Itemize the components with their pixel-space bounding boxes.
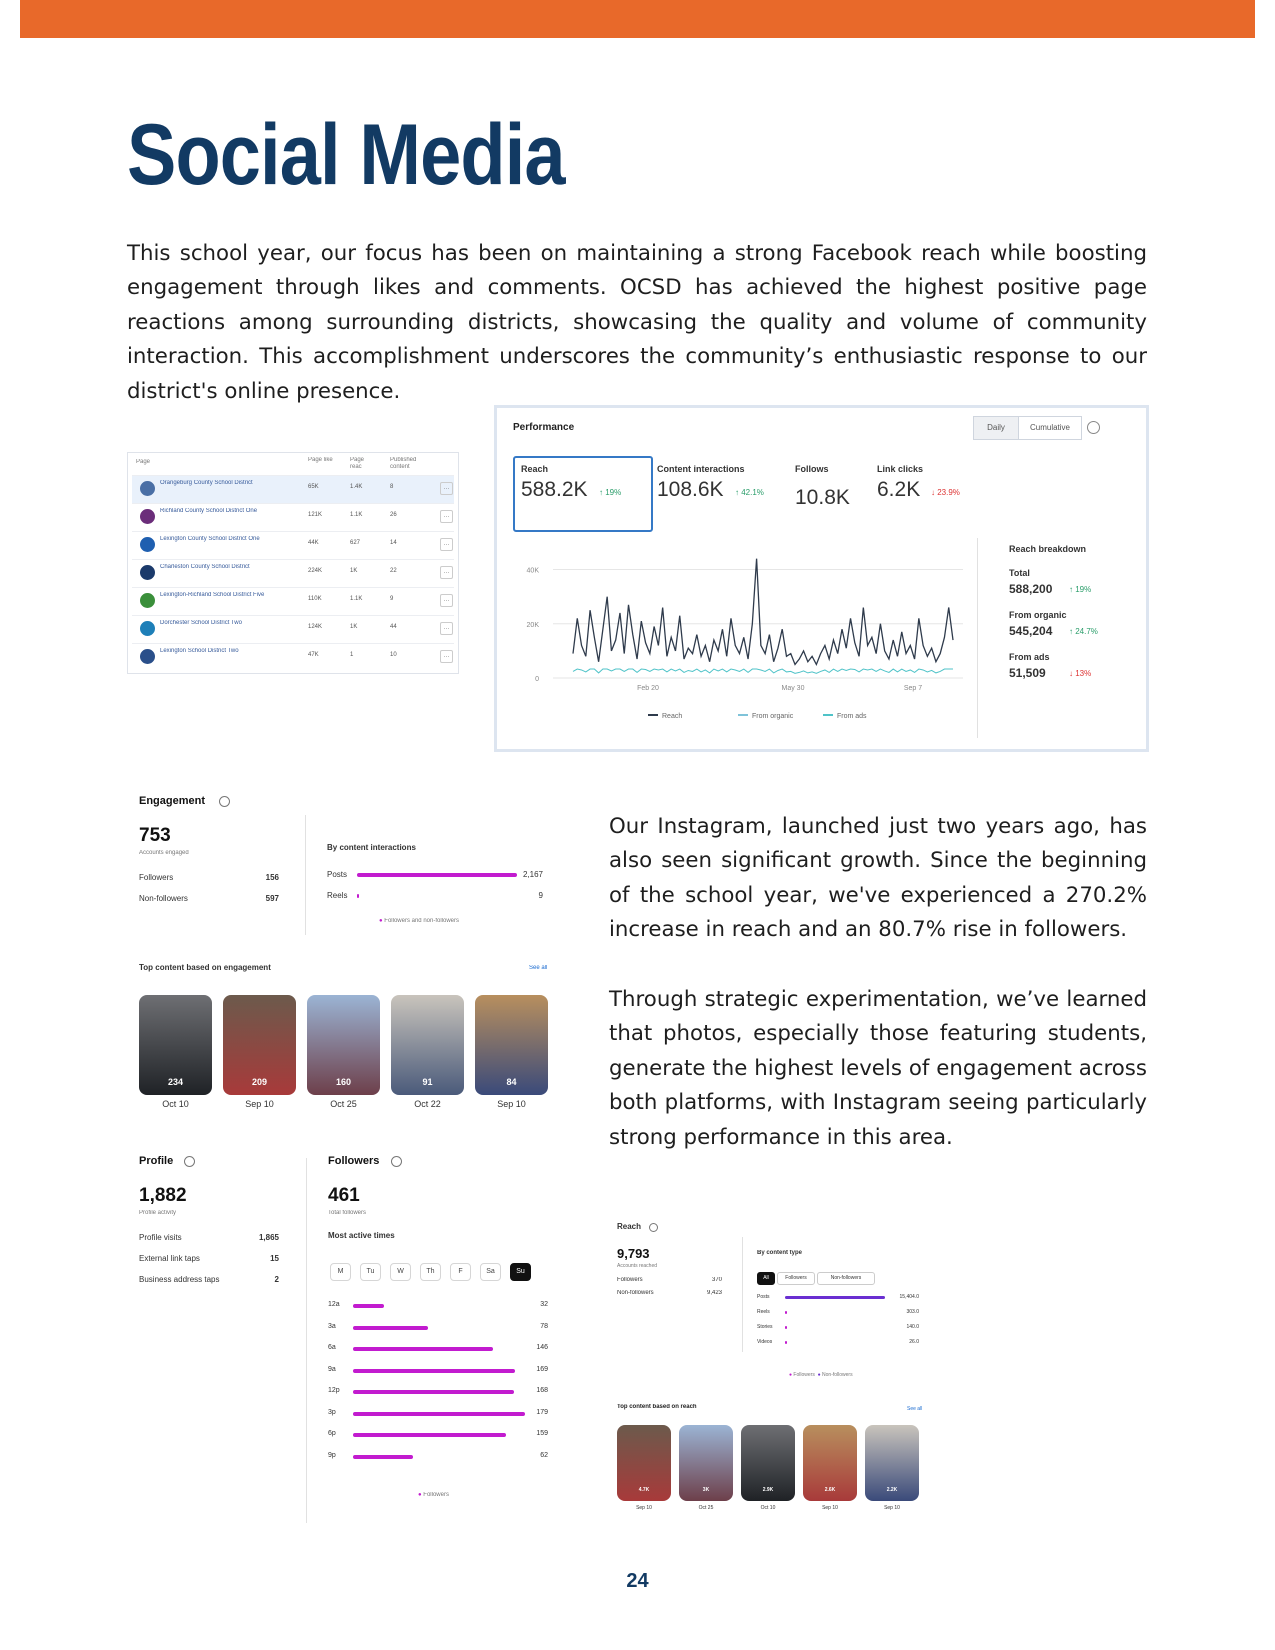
- profile-row-label: External link taps: [139, 1254, 200, 1263]
- post-date: Sep 10: [497, 1099, 526, 1109]
- page-reactions: 627: [350, 540, 361, 546]
- post-count: 234: [167, 1077, 184, 1087]
- page-name[interactable]: Dorchester School District Two: [160, 620, 242, 626]
- page-comparison-table: [127, 452, 459, 674]
- page-reactions: 1: [350, 652, 354, 658]
- post-count: 84: [506, 1077, 517, 1087]
- metric-delta: ↑ 42.1%: [735, 488, 764, 497]
- profile-row-label: Business address taps: [139, 1275, 220, 1284]
- post-date: Oct 10: [162, 1099, 189, 1109]
- page-logo-icon: [140, 509, 155, 524]
- post-thumbnail[interactable]: [307, 995, 380, 1095]
- profile-value: 1,882: [139, 1185, 187, 1206]
- profile-row-value: 1,865: [258, 1233, 279, 1242]
- reach-nonfollowers-label: Non-followers: [617, 1290, 654, 1296]
- legend-label: From ads: [837, 713, 867, 720]
- x-tick-label: Feb 20: [637, 685, 659, 692]
- content-type-label: Stories: [757, 1324, 773, 1330]
- post-date: Oct 10: [760, 1505, 776, 1511]
- page-logo-icon: [140, 593, 155, 608]
- followers-value: 461: [328, 1185, 360, 1206]
- post-count: 3K: [702, 1487, 710, 1493]
- reach-see-all-link[interactable]: See all: [907, 1406, 923, 1412]
- more-options-icon[interactable]: …: [440, 650, 453, 663]
- reach-breakdown-title: Reach breakdown: [1009, 544, 1087, 554]
- reach-line-chart: [513, 548, 973, 748]
- post-count: 209: [251, 1077, 268, 1087]
- table-row[interactable]: [132, 587, 454, 615]
- profile-row-value: 2: [274, 1275, 279, 1284]
- post-count: 91: [422, 1077, 433, 1087]
- time-label: 6p: [328, 1430, 336, 1437]
- more-options-icon[interactable]: …: [440, 510, 453, 523]
- page-name[interactable]: Lexington-Richland School District Five: [160, 592, 265, 598]
- post-thumbnail[interactable]: [475, 995, 548, 1095]
- page-logo-icon: [140, 565, 155, 580]
- page-likes: 65K: [308, 484, 319, 490]
- engagement-legend: ● Followers and non-followers: [379, 918, 459, 924]
- reach-value: 9,793: [617, 1246, 650, 1261]
- most-active-title: Most active times: [328, 1231, 395, 1240]
- day-filter-w[interactable]: W: [390, 1263, 411, 1281]
- filter-non-followers[interactable]: Non-followers: [817, 1272, 875, 1285]
- profile-title: Profile: [139, 1155, 174, 1167]
- more-options-icon[interactable]: …: [440, 566, 453, 579]
- content-type-value: 15,404.0: [899, 1294, 919, 1300]
- table-row[interactable]: [132, 503, 454, 531]
- from-ads-series-line: [573, 669, 953, 673]
- time-label: 9a: [328, 1365, 336, 1373]
- page-likes: 110K: [308, 596, 322, 602]
- info-icon[interactable]: [649, 1223, 658, 1232]
- table-row[interactable]: [132, 643, 454, 671]
- page-logo-icon: [140, 481, 155, 496]
- filter-followers[interactable]: Followers: [777, 1272, 815, 1285]
- published-content: 26: [390, 512, 397, 518]
- active-time-bar: [353, 1369, 515, 1373]
- reach-followers-label: Followers: [617, 1277, 643, 1283]
- day-filter-su[interactable]: Su: [510, 1263, 531, 1281]
- y-tick-label: 40K: [526, 567, 539, 575]
- performance-title: Performance: [513, 422, 575, 433]
- published-content: 44: [390, 624, 397, 630]
- reach-top-content-title: Top content based on reach: [617, 1404, 697, 1410]
- info-icon[interactable]: [184, 1156, 195, 1167]
- info-icon[interactable]: [1087, 421, 1100, 434]
- interaction-bar: [357, 873, 517, 877]
- breakdown-value: 588,200: [1009, 582, 1053, 596]
- active-time-value: 62: [540, 1451, 548, 1459]
- content-type-label: Reels: [757, 1309, 770, 1315]
- y-tick-label: 0: [535, 676, 539, 683]
- instagram-followers-panel: [328, 1155, 558, 1515]
- active-time-bar: [353, 1326, 428, 1330]
- experimentation-paragraph: Through strategic experimentation, we’ve learned that photos, especially those featuring students, generate the highest levels of engagement across both platforms, with Instagram seeing particularly strong performance in this area.: [609, 987, 1147, 1150]
- engagement-value: 753: [139, 825, 171, 846]
- legend-label: From organic: [752, 713, 794, 720]
- intro-paragraph: This school year, our focus has been on maintaining a strong Facebook reach while boosting engagement through likes and comments. OCSD has achieved the highest positive page reactions among surrounding districts, showcasing the quality and volume of community interaction. This accomplishment underscores the community’s enthusiastic response to our district's online presence.: [127, 241, 1147, 404]
- x-tick-label: Sep 7: [903, 685, 923, 692]
- page-name[interactable]: Charleston County School District: [160, 564, 250, 570]
- table-row[interactable]: [132, 531, 454, 559]
- metric-value: 6.2K: [877, 478, 921, 501]
- metric-delta: ↓ 23.9%: [931, 488, 960, 497]
- day-filter-sa[interactable]: Sa: [480, 1263, 501, 1281]
- active-time-value: 179: [536, 1408, 548, 1416]
- divider: [305, 815, 306, 935]
- followers-value: 156: [265, 873, 279, 882]
- table-row[interactable]: [132, 475, 454, 503]
- post-date: Oct 25: [698, 1505, 714, 1511]
- info-icon[interactable]: [219, 796, 230, 807]
- post-count: 2.9K: [762, 1487, 774, 1493]
- content-type-bar: [785, 1311, 787, 1314]
- page-name[interactable]: Orangeburg County School District: [160, 480, 253, 486]
- content-type-label: Posts: [757, 1294, 770, 1300]
- day-filter-th[interactable]: Th: [420, 1263, 441, 1281]
- page-name[interactable]: Lexington County School District One: [160, 536, 260, 542]
- info-icon[interactable]: [391, 1156, 402, 1167]
- page-name[interactable]: Richland County School District One: [160, 508, 258, 514]
- post-thumbnail[interactable]: [223, 995, 296, 1095]
- time-label: 12a: [328, 1301, 340, 1308]
- metric-label: Content interactions: [657, 464, 745, 474]
- time-label: 6a: [328, 1344, 336, 1351]
- interaction-bar: [357, 894, 359, 898]
- page-reactions: 1.4K: [350, 484, 363, 490]
- breakdown-label: Total: [1009, 568, 1030, 578]
- active-time-value: 168: [536, 1387, 548, 1394]
- time-label: 9p: [328, 1451, 336, 1459]
- content-type-value: 303.0: [906, 1309, 919, 1315]
- nonfollowers-label: Non-followers: [139, 894, 188, 903]
- breakdown-delta: ↓ 13%: [1069, 669, 1092, 678]
- active-time-bar: [353, 1347, 493, 1351]
- breakdown-value: 51,509: [1009, 666, 1046, 680]
- published-content: 9: [390, 596, 394, 602]
- active-time-bar: [353, 1433, 506, 1437]
- day-filter-f[interactable]: F: [450, 1263, 471, 1281]
- page-title: Social Media: [127, 107, 565, 203]
- table-header-published: Published content: [390, 457, 417, 470]
- published-content: 22: [390, 568, 397, 574]
- page-number: 24: [626, 1570, 649, 1592]
- metric-label: Follows: [795, 464, 829, 474]
- active-time-value: 32: [540, 1301, 548, 1308]
- post-thumbnail[interactable]: [391, 995, 464, 1095]
- metric-value: 108.6K: [657, 478, 724, 501]
- published-content: 14: [390, 540, 397, 546]
- y-tick-label: 20K: [526, 621, 539, 629]
- post-thumbnail[interactable]: [617, 1425, 671, 1501]
- post-date: Oct 22: [414, 1099, 441, 1109]
- page-reactions: 1K: [350, 624, 358, 630]
- reach-series-line: [573, 559, 953, 665]
- post-count: 2.6K: [824, 1487, 836, 1493]
- metric-value: 10.8K: [795, 486, 850, 509]
- breakdown-delta: ↑ 24.7%: [1069, 627, 1098, 636]
- divider: [742, 1237, 743, 1352]
- page-likes: 224K: [308, 568, 323, 574]
- post-date: Sep 10: [245, 1099, 274, 1109]
- table-header-reactions: Page reac: [350, 457, 365, 470]
- instagram-reach-panel: [617, 1222, 927, 1522]
- metric-label: Link clicks: [877, 464, 924, 474]
- interaction-value: 2,167: [522, 870, 543, 879]
- divider: [977, 538, 978, 738]
- post-thumbnail[interactable]: [139, 995, 212, 1095]
- table-header-likes: Page like: [308, 457, 333, 463]
- page-likes: 44K: [308, 540, 319, 546]
- time-label: 3a: [328, 1322, 336, 1330]
- filter-all[interactable]: All: [757, 1272, 775, 1285]
- page-reactions: 1.1K: [350, 512, 363, 518]
- content-type-value: 26.0: [909, 1339, 919, 1345]
- post-count: 4.7K: [638, 1487, 650, 1493]
- active-time-bar: [353, 1455, 413, 1459]
- content-type-label: Videos: [757, 1339, 773, 1345]
- metric-delta: ↑ 19%: [599, 488, 622, 497]
- post-thumbnail[interactable]: [803, 1425, 857, 1501]
- toggle-daily[interactable]: Daily: [973, 416, 1019, 440]
- reach-title: Reach: [617, 1222, 642, 1231]
- nonfollowers-value: 597: [265, 894, 279, 903]
- post-date: Sep 10: [884, 1505, 900, 1511]
- time-label: 3p: [328, 1408, 336, 1416]
- published-content: 8: [390, 484, 394, 490]
- active-time-bar: [353, 1304, 384, 1308]
- more-options-icon[interactable]: …: [440, 622, 453, 635]
- page-likes: 47K: [308, 652, 319, 658]
- table-row[interactable]: [132, 615, 454, 643]
- followers-title: Followers: [328, 1155, 380, 1167]
- interaction-label: Posts: [327, 870, 348, 879]
- legend-label: Reach: [662, 713, 683, 720]
- breakdown-value: 545,204: [1009, 624, 1053, 638]
- breakdown-delta: ↑ 19%: [1069, 585, 1092, 594]
- toggle-cumulative[interactable]: Cumulative: [1018, 416, 1082, 440]
- post-thumbnail[interactable]: [679, 1425, 733, 1501]
- by-interactions-title: By content interactions: [327, 843, 416, 852]
- divider: [306, 1158, 307, 1523]
- page-logo-icon: [140, 621, 155, 636]
- breakdown-label: From organic: [1009, 610, 1067, 620]
- profile-row-label: Profile visits: [139, 1233, 182, 1242]
- x-tick-label: May 30: [781, 685, 805, 692]
- active-time-bar: [353, 1390, 514, 1394]
- content-type-value: 140.0: [906, 1324, 919, 1330]
- active-time-bar: [353, 1412, 525, 1416]
- table-row[interactable]: [132, 559, 454, 587]
- breakdown-label: From ads: [1009, 652, 1050, 662]
- post-date: Sep 10: [822, 1505, 838, 1511]
- followers-legend: ● Followers: [418, 1492, 449, 1498]
- active-time-value: 146: [536, 1344, 548, 1351]
- followers-label: Followers: [139, 873, 174, 882]
- reach-followers-value: 370: [711, 1277, 722, 1283]
- followers-sublabel: Total followers: [328, 1210, 367, 1216]
- page-likes: 121K: [308, 512, 323, 518]
- reach-nonfollowers-value: 9,423: [706, 1290, 722, 1296]
- reach-legend: ● Followers ● Non-followers: [789, 1372, 853, 1378]
- header-accent-bar: [20, 0, 1255, 38]
- content-type-bar: [785, 1341, 787, 1344]
- more-options-icon[interactable]: …: [440, 594, 453, 607]
- engagement-title: Engagement: [139, 795, 206, 807]
- published-content: 10: [390, 652, 397, 658]
- active-time-value: 78: [540, 1322, 548, 1330]
- instagram-growth-paragraph: Our Instagram, launched just two years ago, has also seen significant growth. Since the beginning of the school year, we've experienced a 270.2% increase in reach and an 80.7% rise in followers.: [609, 814, 1147, 943]
- instagram-engagement-panel: [139, 795, 559, 1109]
- by-content-type-title: By content type: [757, 1250, 803, 1256]
- page-logo-icon: [140, 537, 155, 552]
- more-options-icon[interactable]: …: [440, 482, 453, 495]
- post-count: 160: [335, 1077, 352, 1087]
- active-time-value: 169: [536, 1365, 548, 1373]
- profile-row-value: 15: [270, 1254, 279, 1263]
- active-time-value: 159: [536, 1430, 548, 1437]
- interaction-value: 9: [538, 891, 543, 900]
- reach-sublabel: Accounts reached: [617, 1263, 658, 1269]
- page-likes: 124K: [308, 624, 323, 630]
- table-header-page: Page: [136, 459, 151, 465]
- profile-sublabel: Profile activity: [139, 1210, 177, 1216]
- page-logo-icon: [140, 649, 155, 664]
- top-content-title: Top content based on engagement: [139, 963, 271, 972]
- facebook-performance-panel: [494, 405, 1149, 752]
- more-options-icon[interactable]: …: [440, 538, 453, 551]
- post-date: Sep 10: [636, 1505, 652, 1511]
- see-all-link[interactable]: See all: [529, 965, 548, 971]
- metric-value: 588.2K: [521, 478, 588, 501]
- post-thumbnail[interactable]: [741, 1425, 795, 1501]
- day-filter-m[interactable]: M: [330, 1263, 351, 1281]
- time-label: 12p: [328, 1387, 340, 1394]
- post-count: 2.2K: [886, 1487, 898, 1493]
- instagram-profile-panel: [139, 1155, 299, 1305]
- page-reactions: 1K: [350, 568, 358, 574]
- page-reactions: 1.1K: [350, 596, 363, 602]
- post-date: Oct 25: [330, 1099, 357, 1109]
- content-type-bar: [785, 1296, 885, 1299]
- metric-label: Reach: [521, 464, 549, 474]
- content-type-bar: [785, 1326, 787, 1329]
- day-filter-tu[interactable]: Tu: [360, 1263, 381, 1281]
- engagement-sublabel: Accounts engaged: [139, 850, 189, 856]
- interaction-label: Reels: [327, 891, 348, 900]
- page-name[interactable]: Lexington School District Two: [160, 648, 239, 654]
- post-thumbnail[interactable]: [865, 1425, 919, 1501]
